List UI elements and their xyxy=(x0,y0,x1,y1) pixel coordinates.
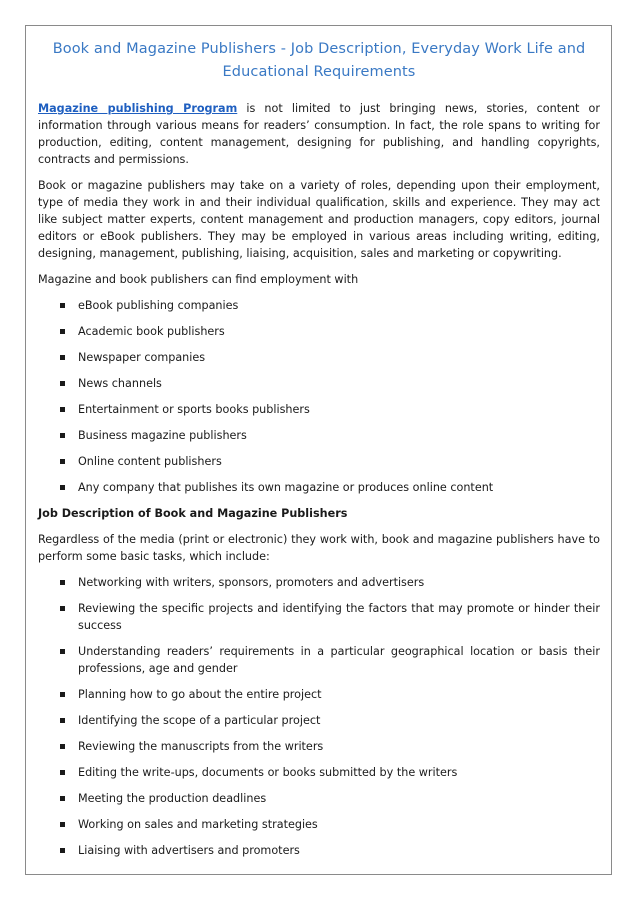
list-item: Business magazine publishers xyxy=(38,427,600,444)
bullet-icon xyxy=(60,355,65,360)
bullet-icon xyxy=(60,433,65,438)
employers-list xyxy=(38,297,600,496)
magazine-publishing-program-link[interactable]: Magazine publishing Program xyxy=(38,102,238,115)
document-title: Book and Magazine Publishers - Job Description, Everyday Work Life and Educational Requirements xyxy=(52,41,586,80)
job-intro-paragraph: Regardless of the media (print or electronic) they work with, book and magazine publishers have to perform some basic tasks, which include: xyxy=(38,533,600,563)
bullet-icon xyxy=(60,485,65,490)
bullet-icon xyxy=(60,459,65,464)
list-item: Reviewing the manuscripts from the writers xyxy=(38,738,600,755)
bullet-icon xyxy=(60,718,65,723)
bullet-icon xyxy=(60,649,65,654)
list-item: Planning how to go about the entire project xyxy=(38,686,600,703)
list-item: Academic book publishers xyxy=(38,323,600,340)
bullet-icon xyxy=(60,796,65,801)
list-item: News channels xyxy=(38,375,600,392)
list-item: eBook publishing companies xyxy=(38,297,600,314)
intro-paragraph xyxy=(38,100,600,168)
list-item: Entertainment or sports books publishers xyxy=(38,401,600,418)
list-item: Editing the write-ups, documents or books submitted by the writers xyxy=(38,764,600,781)
list-item: Meeting the production deadlines xyxy=(38,790,600,807)
bullet-icon xyxy=(60,381,65,386)
list-item: Liaising with advertisers and promoters xyxy=(38,842,600,859)
bullet-icon xyxy=(60,848,65,853)
bullet-icon xyxy=(60,580,65,585)
bullet-icon xyxy=(60,744,65,749)
bullet-icon xyxy=(60,303,65,308)
intro-text: is not limited to just bringing news, stories, content or information through various means for readers’ consumption. In fact, the role spans to writing for production, editing, content management, designing for publishing, and handling copyrights, contracts and permissions. xyxy=(38,102,600,166)
list-item: Online content publishers xyxy=(38,453,600,470)
list-item: Identifying the scope of a particular project xyxy=(38,712,600,729)
bullet-icon xyxy=(60,329,65,334)
list-item: Reviewing the specific projects and identifying the factors that may promote or hinder their success xyxy=(38,600,600,634)
list-item: Understanding readers’ requirements in a particular geographical location or basis their professions, age and gender xyxy=(38,643,600,677)
bullet-icon xyxy=(60,770,65,775)
list-item: Working on sales and marketing strategies xyxy=(38,816,600,833)
bullet-icon xyxy=(60,407,65,412)
list-item: Any company that publishes its own magazine or produces online content xyxy=(38,479,600,496)
roles-paragraph: Book or magazine publishers may take on a variety of roles, depending upon their employment, type of media they work in and their individual qualification, skills and experience. They may act like subject matter experts, content management and production managers, copy editors, journal editors or eBook publishers. They may be employed in various areas including writing, editing, designing, management, publishing, liaising, acquisition, sales and marketing or copywriting. xyxy=(38,179,600,260)
bullet-icon xyxy=(60,822,65,827)
list-item: Networking with writers, sponsors, promoters and advertisers xyxy=(38,574,600,591)
bullet-icon xyxy=(60,606,65,611)
job-description-heading: Job Description of Book and Magazine Publishers xyxy=(38,507,348,520)
document-body xyxy=(38,38,600,868)
employment-intro: Magazine and book publishers can find employment with xyxy=(38,273,359,286)
bullet-icon xyxy=(60,692,65,697)
list-item: Newspaper companies xyxy=(38,349,600,366)
tasks-list xyxy=(38,574,600,859)
